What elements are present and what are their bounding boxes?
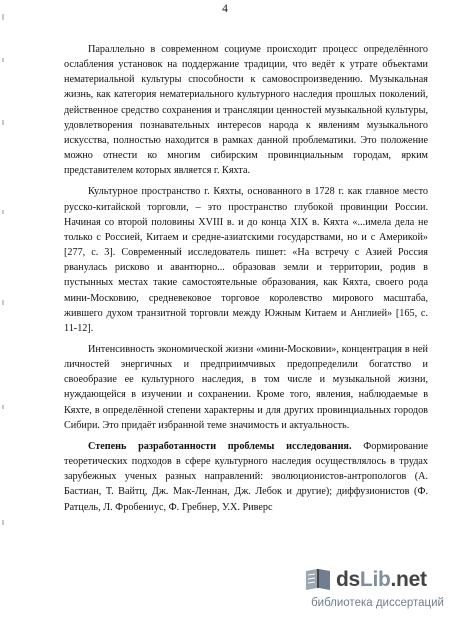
scan-edge-marks xyxy=(2,0,5,618)
watermark-brand: dsLib.net xyxy=(336,568,427,591)
book-logo-icon xyxy=(304,566,332,592)
dslib-watermark xyxy=(286,566,444,612)
watermark-tagline: библиотека диссертаций xyxy=(311,597,444,609)
paragraph-1: Параллельно в современном социуме происходит процесс определённого ослабления установок на поддержание традиции, что ведёт к утрате объектами нематериальной культуры способности к самовоспроизведению. Музыкальная жизнь, как категория нематериального культурного наследия прошлых поколений, действенное средство сохранения и трансляции ценностей музыкальной культуры, удовлетворения познавательных интересов народа к явлениям музыкального искусства, полностью находится в рамках данной проблематики. Это положение можно отнести ко многим сибирским провинциальным городам, ярким представителем которых является г. Кяхта. xyxy=(64,44,428,177)
section-heading-inline: Степень разработанности проблемы исследования. xyxy=(88,440,352,452)
paragraph-4 xyxy=(64,439,428,515)
paragraph-3: Интенсивность экономической жизни «мини-Московии», концентрация в ней личностей энергичных и предприимчивых предопределили богатство и своеобразие ее культурного наследия, в том числе и музыкальной жизни, нуждающейся в изучении и сохранении. Кроме того, явления, наблюдаемые в Кяхте, в определённой степени характерны и для других провинциальных городов Сибири. Это придаёт избранной теме значимость и актуальность. xyxy=(64,343,428,431)
page-number: 4 xyxy=(222,3,228,15)
paragraph-4-text: Формирование теоретических подходов в сфере культурного наследия осуществлялось в трудах зарубежных ученых разных направлений: эволюционистов-антропологов (А. Бастиан, Т. Вайтц, Дж. Мак-Леннан, Дж. Лебок и другие); диффузионистов (Ф. Ратцель, Л. Фробениус, Ф. Гребнер, У.Х. Риверс xyxy=(64,440,428,513)
paragraph-2: Культурное пространство г. Кяхты, основанного в 1728 г. как главное место русско-китайской торговли, – это пространство глубокой провинции России. Начиная со второй половины XVIII в. и до конца XIX в. Кяхта «...имела дела не только с Россией, Китаем и средне-азиатскими государствами, но и с Америкой» [277, с. 3]. Современный исследователь пишет: «На встречу с Азией Россия рванулась рисково и авантюрно... образовав земли и территории, родив в пустынных местах такие самостоятельные образования, как Кяхта, своего рода мини-Московию, средневековое торговое королевство мирового масштаба, жившего духом транзитной торговли между Южным Китаем и Англией» [165, с. 11-12]. xyxy=(64,186,428,334)
body-text xyxy=(64,42,428,515)
